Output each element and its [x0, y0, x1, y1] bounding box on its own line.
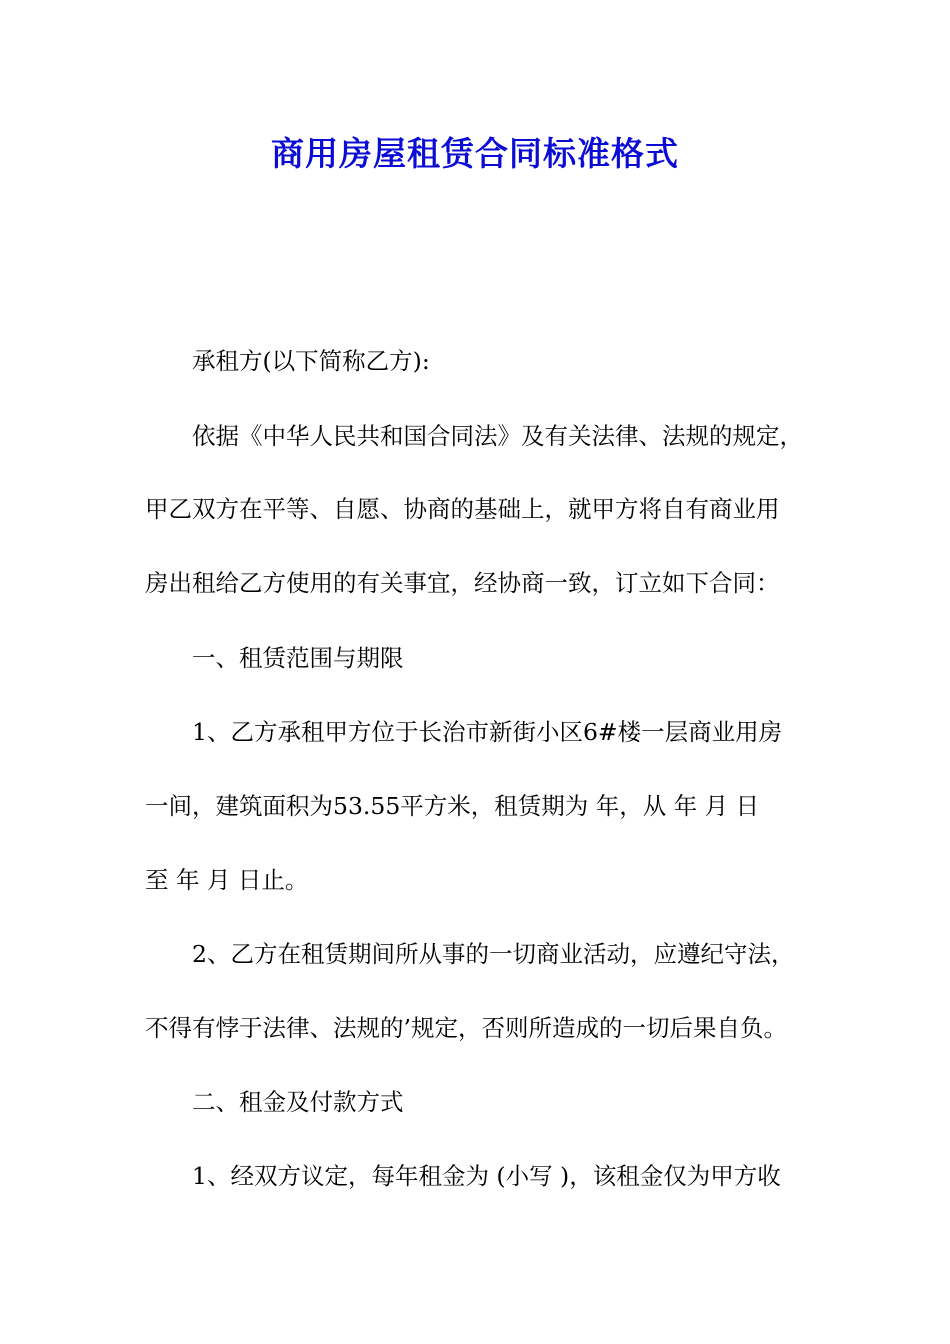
- section-heading: 一、租赁范围与期限: [192, 644, 404, 672]
- paragraph-line: 承租方(以下简称乙方):: [192, 347, 430, 375]
- paragraph-line: 至 年 月 日止。: [145, 866, 309, 894]
- document-title: 商用房屋租赁合同标准格式: [271, 134, 679, 173]
- paragraph-line: 甲乙双方在平等、自愿、协商的基础上，就甲方将自有商业用: [145, 495, 780, 523]
- paragraph-line: 1、乙方承租甲方位于长治市新街小区6#楼一层商业用房: [192, 718, 783, 746]
- paragraph-line: 不得有悖于法律、法规的’规定，否则所造成的一切后果自负。: [145, 1014, 787, 1042]
- section-heading: 二、租金及付款方式: [192, 1088, 404, 1116]
- paragraph-line: 2、乙方在租赁期间所从事的一切商业活动，应遵纪守法，: [192, 940, 795, 968]
- paragraph-line: 1、经双方议定，每年租金为 (小写 )，该租金仅为甲方收: [192, 1162, 781, 1190]
- paragraph-line: 一间，建筑面积为53.55平方米，租赁期为 年，从 年 月 日: [145, 792, 760, 820]
- paragraph-line: 依据《中华人民共和国合同法》及有关法律、法规的规定，: [192, 422, 803, 450]
- paragraph-line: 房出租给乙方使用的有关事宜，经协商一致，订立如下合同：: [145, 569, 780, 597]
